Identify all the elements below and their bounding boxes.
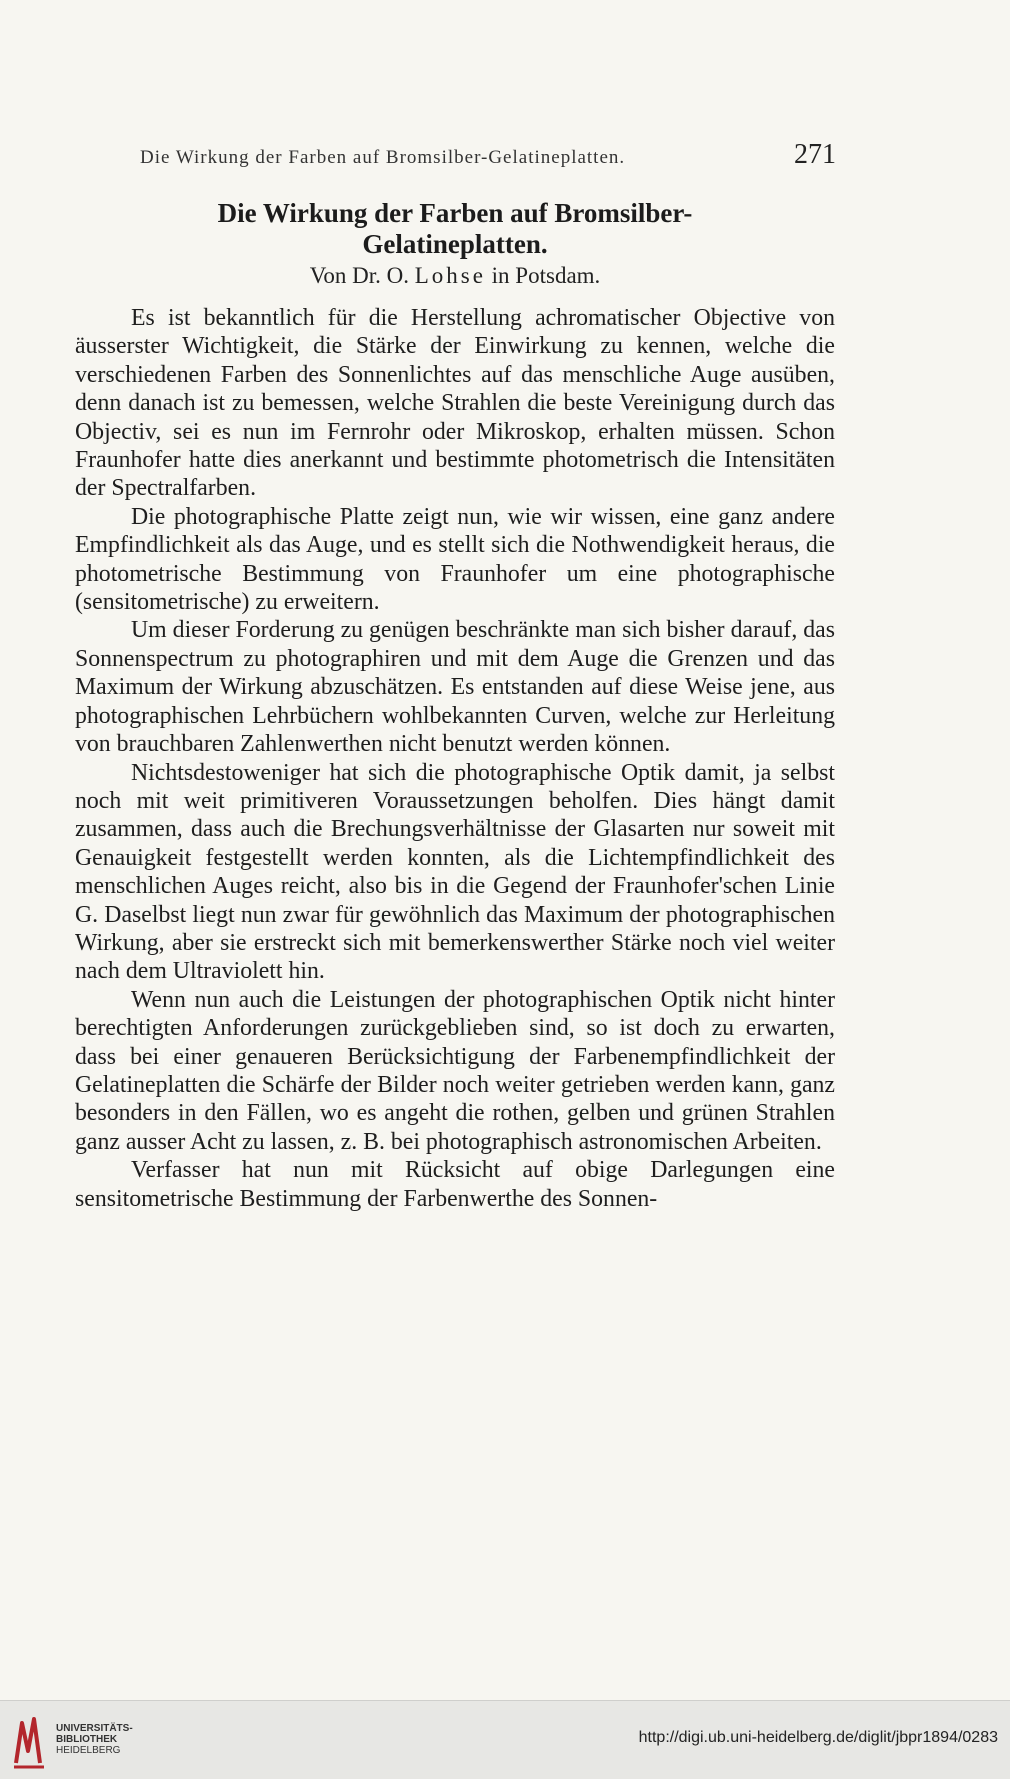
library-footer (0, 1700, 1010, 1779)
permalink-url[interactable]: http://digi.ub.uni-heidelberg.de/diglit/jbpr1894/0283 (638, 1729, 998, 1746)
author-suffix: in Potsdam. (491, 263, 601, 288)
author-prefix: Von Dr. O. (309, 263, 409, 288)
paragraph-3: Um dieser Forderung zu genügen beschränkte man sich bisher darauf, das Sonnenspectrum zu photographiren und mit dem Auge die Grenzen und das Maximum der Wirkung abzuschätzen. Es entstanden auf diese Weise jene, aus photographischen Lehrbüchern wohlbekannten Curven, welche zur Herleitung von brauchbaren Zahlenwerthen nicht benutzt werden können. (75, 617, 835, 758)
library-logo-icon (12, 1711, 46, 1769)
article-body (75, 304, 835, 1213)
paragraph-4: Nichtsdestoweniger hat sich die photographische Optik damit, ja selbst noch mit weit primitiveren Voraussetzungen beholfen. Dies hängt damit zusammen, dass auch die Brechungsverhältnisse der Glasarten nur soweit mit Genauigkeit festgestellt werden konnten, als die Lichtempfindlichkeit des menschlichen Auges reicht, also bis in die Gegend der Fraunhofer'schen Linie G. Daselbst liegt nun zwar für gewöhnlich das Maximum der photographischen Wirkung, aber sie erstreckt sich mit bemerkenswerther Stärke noch viel weiter nach dem Ultraviolett hin. (75, 759, 835, 985)
article-title-line-2: Gelatineplatten. (362, 229, 548, 259)
paragraph-1: Es ist bekanntlich für die Herstellung achromatischer Objective von äusserster Wichtigkeit, die Stärke der Einwirkung zu kennen, welche die verschiedenen Farben des Sonnenlichtes auf das menschliche Auge ausüben, denn danach ist zu bemessen, welche Strahlen die beste Vereinigung durch das Objectiv, sei es nun im Fernrohr oder Mikroskop, erhalten müssen. Schon Fraunhofer hatte dies anerkannt und bestimmte photometrisch die Intensitäten der Spectralfarben. (75, 305, 835, 502)
library-name-line-3: HEIDELBERG (56, 1745, 121, 1756)
running-header (140, 139, 836, 175)
page-number: 271 (794, 139, 836, 170)
library-name (56, 1723, 133, 1756)
library-name-line-1: UNIVERSITÄTS- (56, 1723, 133, 1734)
author-line (75, 263, 835, 289)
library-name-line-2: BIBLIOTHEK (56, 1734, 118, 1745)
article-title (75, 198, 835, 260)
author-name: Lohse (414, 263, 486, 288)
paragraph-5: Wenn nun auch die Leistungen der photographischen Optik nicht hinter berechtigten Anforderungen zurückgeblieben sind, so ist doch zu erwarten, dass bei einer genaueren Berücksichtigung der Farbenempfindlichkeit der Gelatineplatten die Schärfe der Bilder noch weiter getrieben werden kann, ganz besonders in den Fällen, wo es angeht die rothen, gelben und grünen Strahlen ganz ausser Acht zu lassen, z. B. bei photographisch astronomischen Arbeiten. (75, 986, 835, 1155)
article-title-line-1: Die Wirkung der Farben auf Bromsilber- (217, 198, 693, 228)
running-title: Die Wirkung der Farben auf Bromsilber-Gelatineplatten. (140, 147, 626, 168)
paragraph-6: Verfasser hat nun mit Rücksicht auf obige Darlegungen eine sensitometrische Bestimmung der Farbenwerthe des Sonnen- (75, 1157, 835, 1212)
paragraph-2: Die photographische Platte zeigt nun, wie wir wissen, eine ganz andere Empfindlichkeit als das Auge, und es stellt sich die Nothwendigkeit heraus, die photometrische Bestimmung von Fraunhofer um eine photographische (sensitometrische) zu erweitern. (75, 503, 835, 616)
